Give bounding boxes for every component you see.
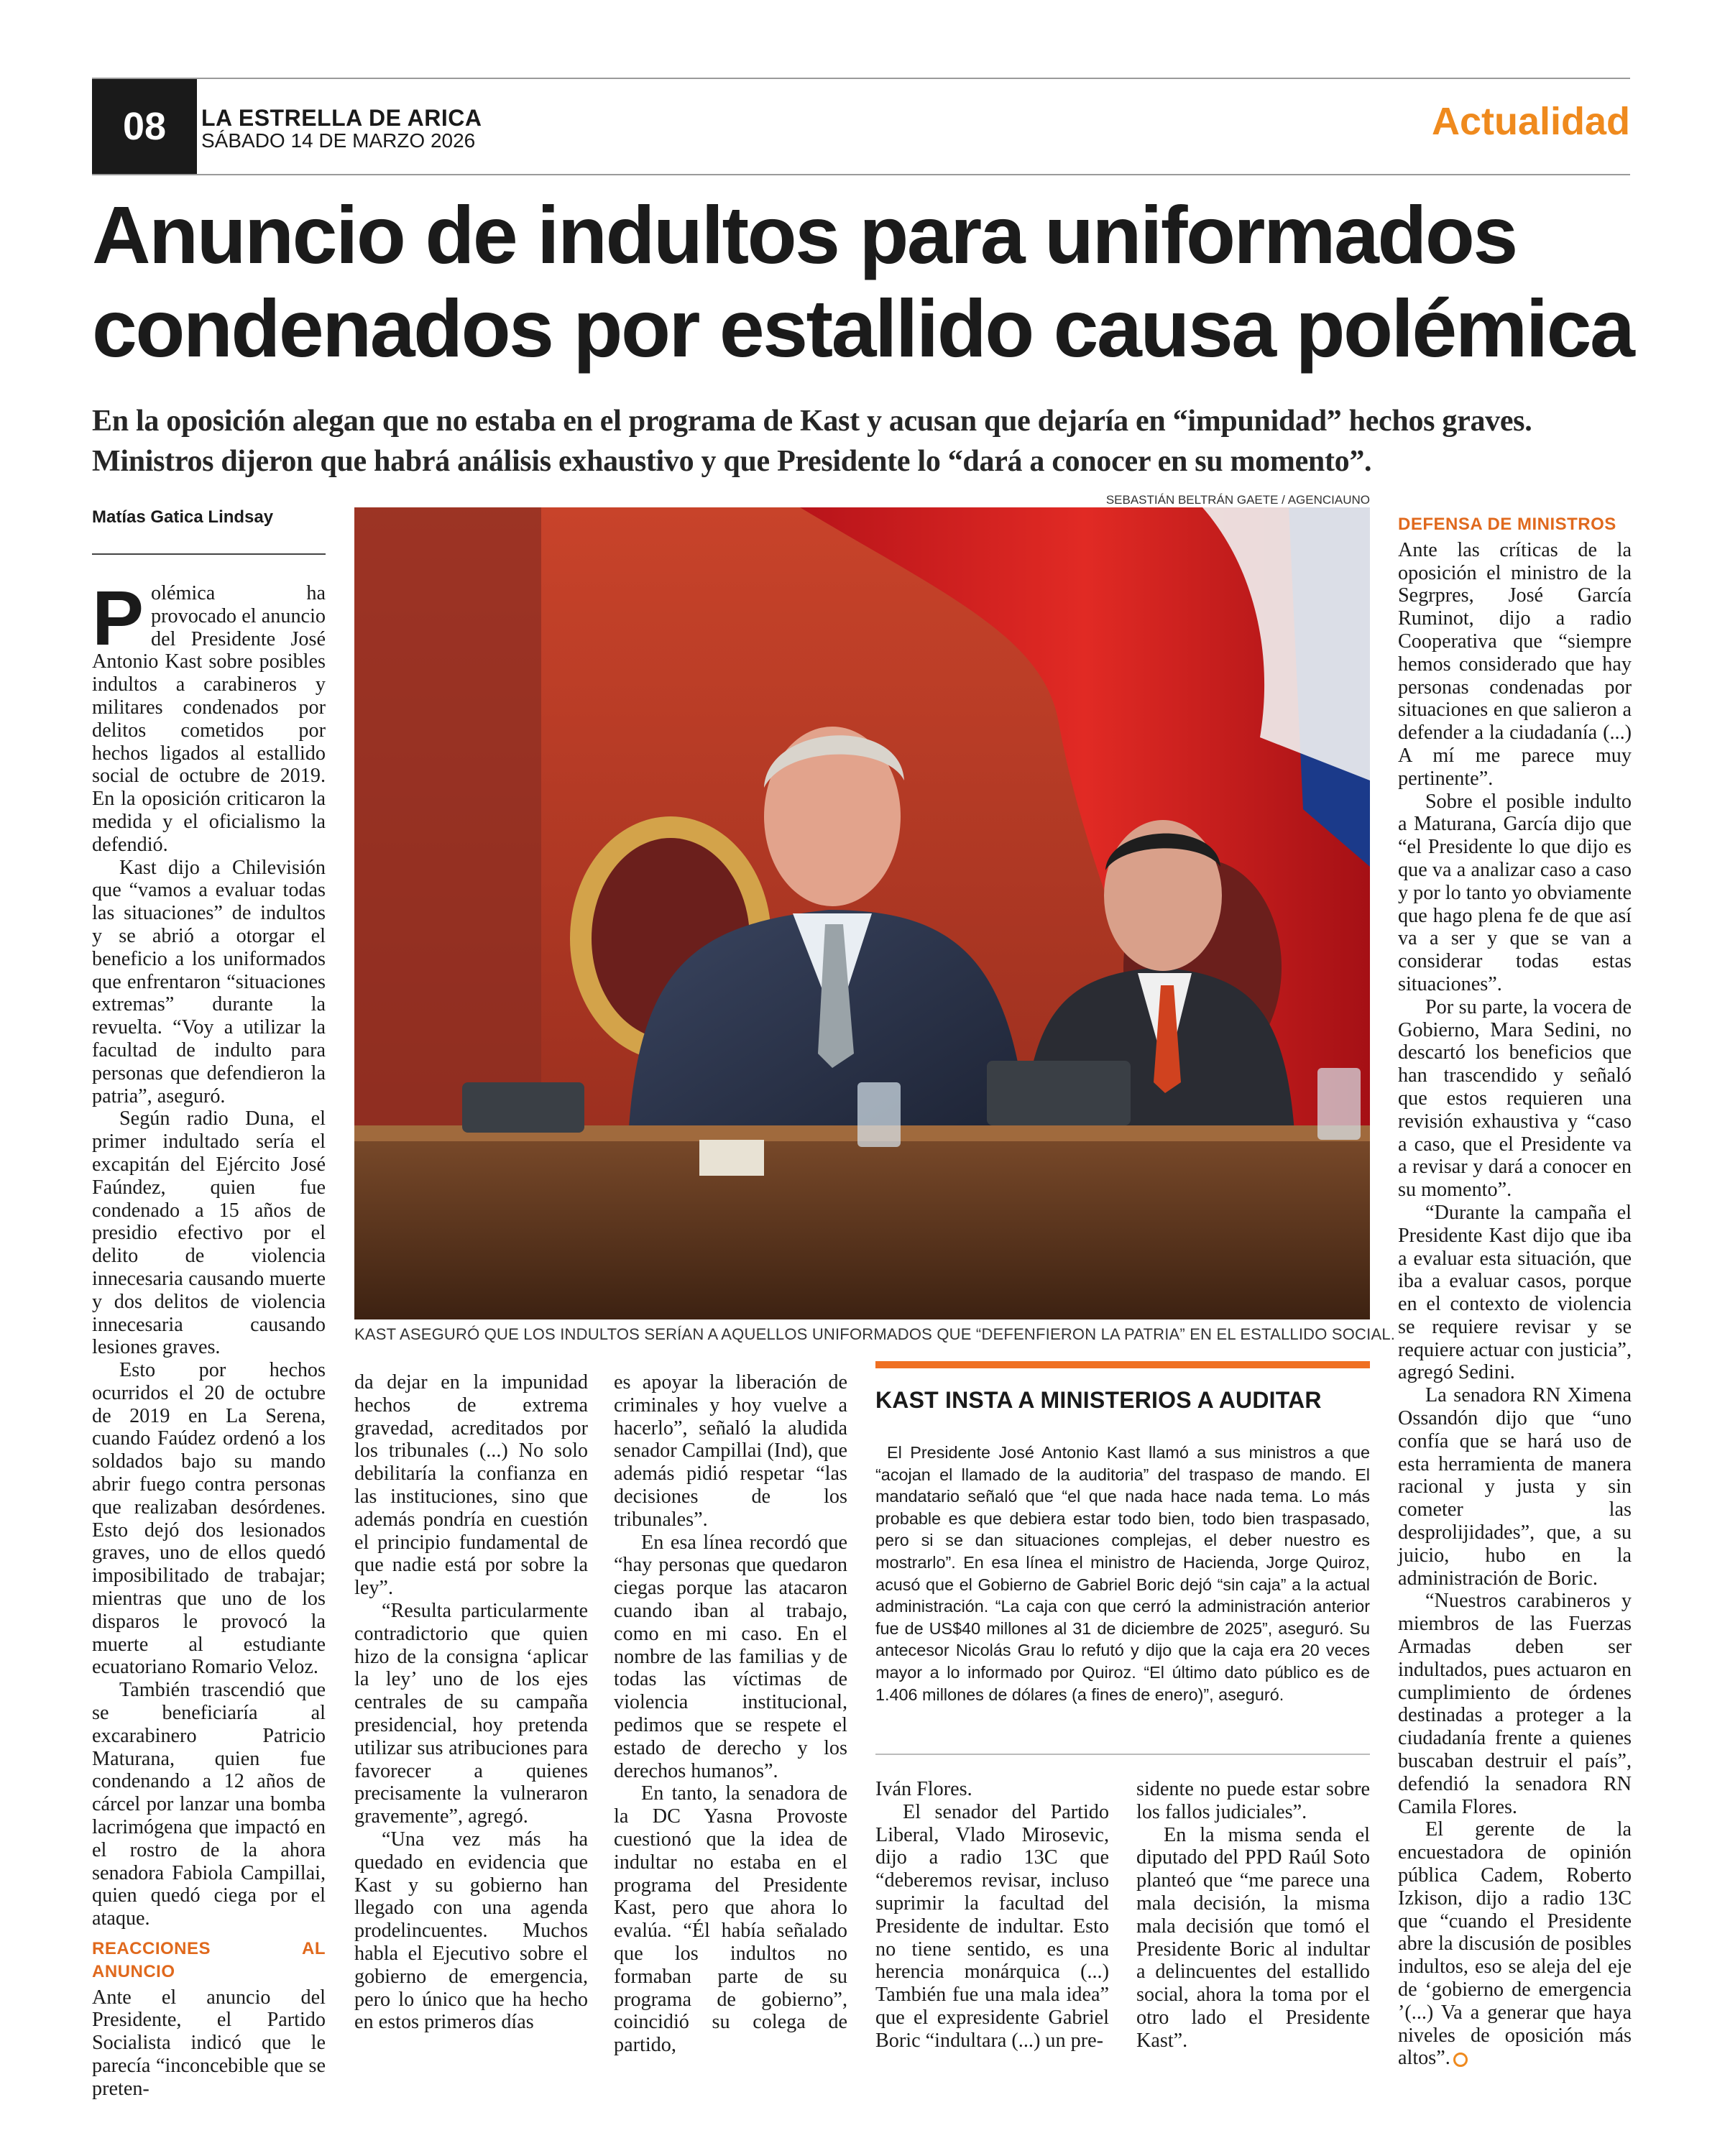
headline-line-2: condenados por estallido causa polémica <box>92 283 1634 374</box>
paragraph-text: olémica ha provocado el anuncio del Presidente José Antonio Kast sobre posibles indultos a carabineros y militares condenados por delitos cometidos por hechos ligados al estallido social de octubre de 2019. En la oposición criticaron la medida y el oficialismo la defendió. <box>92 582 326 856</box>
box-bottom-rule <box>875 1754 1370 1755</box>
paragraph: sidente no puede estar sobre los fallos judiciales”. <box>1136 1778 1370 1823</box>
paragraph: Kast dijo a Chilevisión que “vamos a evaluar todas las situaciones” de indultos y se abrió a otorgar el beneficio a los uniformados que enfrentaron “situaciones extremas” durante la revuelta. “Voy a utilizar la facultad de indulto para personas que defendieron la patria”, aseguró. <box>92 856 326 1107</box>
header-bottom-rule <box>92 174 1630 175</box>
deck <box>92 401 1637 482</box>
paragraph: Por su parte, la vocera de Gobierno, Mara Sedini, no descartó los beneficios que han trascendido y señaló que estos requieren una revisión exhaustiva y “caso a caso, que el Presidente va a revisar y dará a conocer en su momento”. <box>1398 995 1632 1202</box>
paragraph: Iván Flores. <box>875 1778 972 1800</box>
byline: Matías Gatica Lindsay <box>92 507 274 527</box>
headline-line-1: Anuncio de indultos para uniformados <box>92 190 1517 280</box>
headline <box>92 188 1637 375</box>
paragraph: En tanto, la senadora de la DC Yasna Provoste cuestionó que la idea de indultar no estaba en el programa del Presidente Kast, pero que ahora lo evalúa. “Él había señalado que los indultos no formaban parte de su programa de gobierno”, coincidió su colega de partido, <box>614 1782 847 2057</box>
box-text <box>875 1442 1370 1705</box>
paragraph: Esto por hechos ocurridos el 20 de octubre de 2019 en La Serena, cuando Faúdez ordenó a los soldados bajo su mando abrir fuego contra personas que realizaban desórdenes. Esto dejó dos lesionados graves, uno de ellos quedó imposibilitado de trabajar; mientras que uno de los disparos le provocó la muerte al estudiante ecuatoriano Romario Veloz. <box>92 1359 326 1679</box>
subhead-reacciones: REACCIONES AL ANUNCIO <box>92 1939 326 1981</box>
paragraph: “Una vez más ha quedado en evidencia que Kast y su gobierno han llegado con una agenda prodelincuentes. Muchos habla el Ejecutivo sobre el gobierno de emergencia, pero lo único que ha hecho en estos primeros días <box>354 1828 588 2034</box>
paragraph: En esa línea recordó que “hay personas que quedaron ciegas porque las atacaron cuando iban al trabajo, como en mi caso. En el nombre de las familias y de todas las víctimas de violencia institucional, pedimos que se respete el estado de derecho y los derechos humanos”. <box>614 1531 847 1782</box>
paragraph: En la misma senda el diputado del PPD Raúl Soto planteó que “me parece una mala decisión, la misma mala decisión que tomó el Presidente Boric al indultar a delincuentes del estallido social, ahora la toma por el otro lado el Presidente Kast”. <box>1136 1823 1370 2052</box>
box-title: KAST INSTA A MINISTERIOS A AUDITAR <box>875 1387 1322 1413</box>
end-mark-icon <box>1453 2053 1468 2067</box>
deck-line-2: Ministros dijeron que habrá análisis exhaustivo y que Presidente lo “dará a conocer en su momento”. <box>92 445 1372 478</box>
column-1 <box>92 574 326 2100</box>
column-6 <box>1398 513 1632 2087</box>
paragraph: “Resulta particularmente contradictorio que quien hizo de la consigna ‘aplicar la ley’ uno de los ejes centrales de su campaña presidencial, hoy pretenda utilizar sus atribuciones para favorecer a quienes precisamente la vulneraron gravemente”, agregó. <box>354 1599 588 1828</box>
paragraph: Ante las críticas de la oposición el ministro de la Segrpres, José García Ruminot, dijo a radio Cooperativa que “siempre hemos considerado que hay personas condenadas por situaciones en que salieron a defender a la ciudadanía (...) A mí me parece muy pertinente”. <box>1398 538 1632 790</box>
photo-caption: KAST ASEGURÓ QUE LOS INDULTOS SERÍAN A AQUELLOS UNIFORMADOS QUE “DEFENFIERON LA PATRIA” EN EL ESTALLIDO SOCIAL. <box>354 1325 1396 1343</box>
box-paragraph: El Presidente José Antonio Kast llamó a sus ministros a que “acojan el llamado de la auditoria” del traspaso de mando. El mandatario señaló que “el que nada hace nada tema. Lo más probable es que debiera estar todo bien, todo bien traspasado, pero si se dan situaciones complejas, el deber nuestro es mostrarlo”. En esa línea el ministro de Hacienda, Jorge Quiroz, acusó que el Gobierno de Gabriel Boric dejó “sin caja” a la actual administración. “La caja con que cerró la administración anterior fue de US$40 millones al 31 de diciembre de 2025”, aseguró. Su antecesor Nicolás Grau lo refutó y dijo que la caja era 20 veces mayor a lo informado por Quiroz. “El último dato público es de 1.406 millones de dólares (a fines de enero)”, aseguró. <box>875 1443 1370 1704</box>
box-top-rule <box>875 1361 1370 1368</box>
paragraph-text: El gerente de la encuestadora de opinión pública Cadem, Roberto Izkison, dijo a radio 13C que “cuando el Presidente abre la discusión de posibles indultos, eso se aleja del eje de ‘gobierno de emergencia ’(...) Va a generar que haya niveles de oposición más altos”. <box>1398 1818 1632 2070</box>
paragraph: “Durante la campaña el Presidente Kast dijo que iba a evaluar esta situación, que iba a evaluar casos, porque en el contexto de violencia se requiere revisar y se requiere actuar con justicia”, agregó Sedini. <box>1398 1201 1632 1384</box>
byline-rule <box>92 553 326 555</box>
issue-date: SÁBADO 14 DE MARZO 2026 <box>201 129 476 152</box>
column-3 <box>614 1371 847 2083</box>
deck-line-1: En la oposición alegan que no estaba en el programa de Kast y acusan que dejaría en “impunidad” hechos graves. <box>92 405 1532 438</box>
paragraph: También trascendió que se beneficiaría al excarabinero Patricio Maturana, quien fue condenando a 12 años de cárcel por lanzar una bomba lacrimógena que impactó en el rostro de la ahora senadora Fabiola Campillai, quien quedó ciega por el ataque. <box>92 1679 326 1930</box>
paragraph: La senadora RN Ximena Ossandón dijo que “uno confía que se hará uso de esta herramienta de manera racional y justa y sin cometer las desprolijidades”, que, a su juicio, hubo en la administración de Boric. <box>1398 1384 1632 1590</box>
paragraph: “Nuestros carabineros y miembros de las Fuerzas Armadas deben ser indultados, pues actuaron en cumplimiento de órdenes destinadas a proteger a la ciudadanía frente a quienes buscaban destruir el país”, defendió la senadora RN Camila Flores. <box>1398 1590 1632 1818</box>
paragraph: El senador del Partido Liberal, Vlado Mirosevic, dijo a radio 13C que “deberemos revisar, incluso suprimir la facultad del Presidente de indultar. Esto no tiene sentido, es una herencia monárquica (...) También fue una mala idea” que el expresidente Gabriel Boric “indultara (...) un pre- <box>875 1800 1109 2052</box>
section-label: Actualidad <box>1431 100 1630 143</box>
column-2 <box>354 1371 588 2083</box>
column-5 <box>1136 1778 1370 2080</box>
final-paragraph <box>1398 1818 1632 2070</box>
paragraph: da dejar en la impunidad hechos de extrema gravedad, acreditados por los tribunales (...) No solo debilitaría la confianza en las instituciones, sino que además pondría en cuestión el principio fundamental de que nadie está por sobre la ley”. <box>354 1371 588 1600</box>
paragraph: Ante el anuncio del Presidente, el Partido Socialista indicó que le parecía “inconcebible que se preten- <box>92 1986 326 2100</box>
dropcap: P <box>92 574 144 661</box>
press-conference-photo <box>354 507 1370 1319</box>
page-number: 08 <box>92 79 197 174</box>
paragraph: Según radio Duna, el primer indultado sería el excapitán del Ejército José Faúndez, quien fue condenado a 15 años de presidio efectivo por el delito de violencia innecesaria causando muerte y dos delitos de violencia innecesaria causando lesiones graves. <box>92 1107 326 1359</box>
header-top-rule <box>92 78 1630 79</box>
lead-paragraph <box>92 574 326 857</box>
newspaper-name: LA ESTRELLA DE ARICA <box>201 105 482 131</box>
paragraph: Sobre el posible indulto a Maturana, García dijo que “el Presidente lo que dijo es que va a analizar caso a caso y por lo tanto yo obviamente que hago plena fe de que así va a ser y que se van a considerar todas estas situaciones”. <box>1398 790 1632 995</box>
subhead-defensa: DEFENSA DE MINISTROS <box>1398 515 1616 534</box>
photo-credit: SEBASTIÁN BELTRÁN GAETE / AGENCIAUNO <box>1105 493 1370 507</box>
column-4 <box>875 1778 1109 2080</box>
photo-illustration <box>354 507 1370 1319</box>
paragraph: es apoyar la liberación de criminales y hoy vuelve a hacerlo”, señaló la aludida senador Campillai (Ind), que además pidió respetar “las decisiones de los tribunales”. <box>614 1371 847 1531</box>
